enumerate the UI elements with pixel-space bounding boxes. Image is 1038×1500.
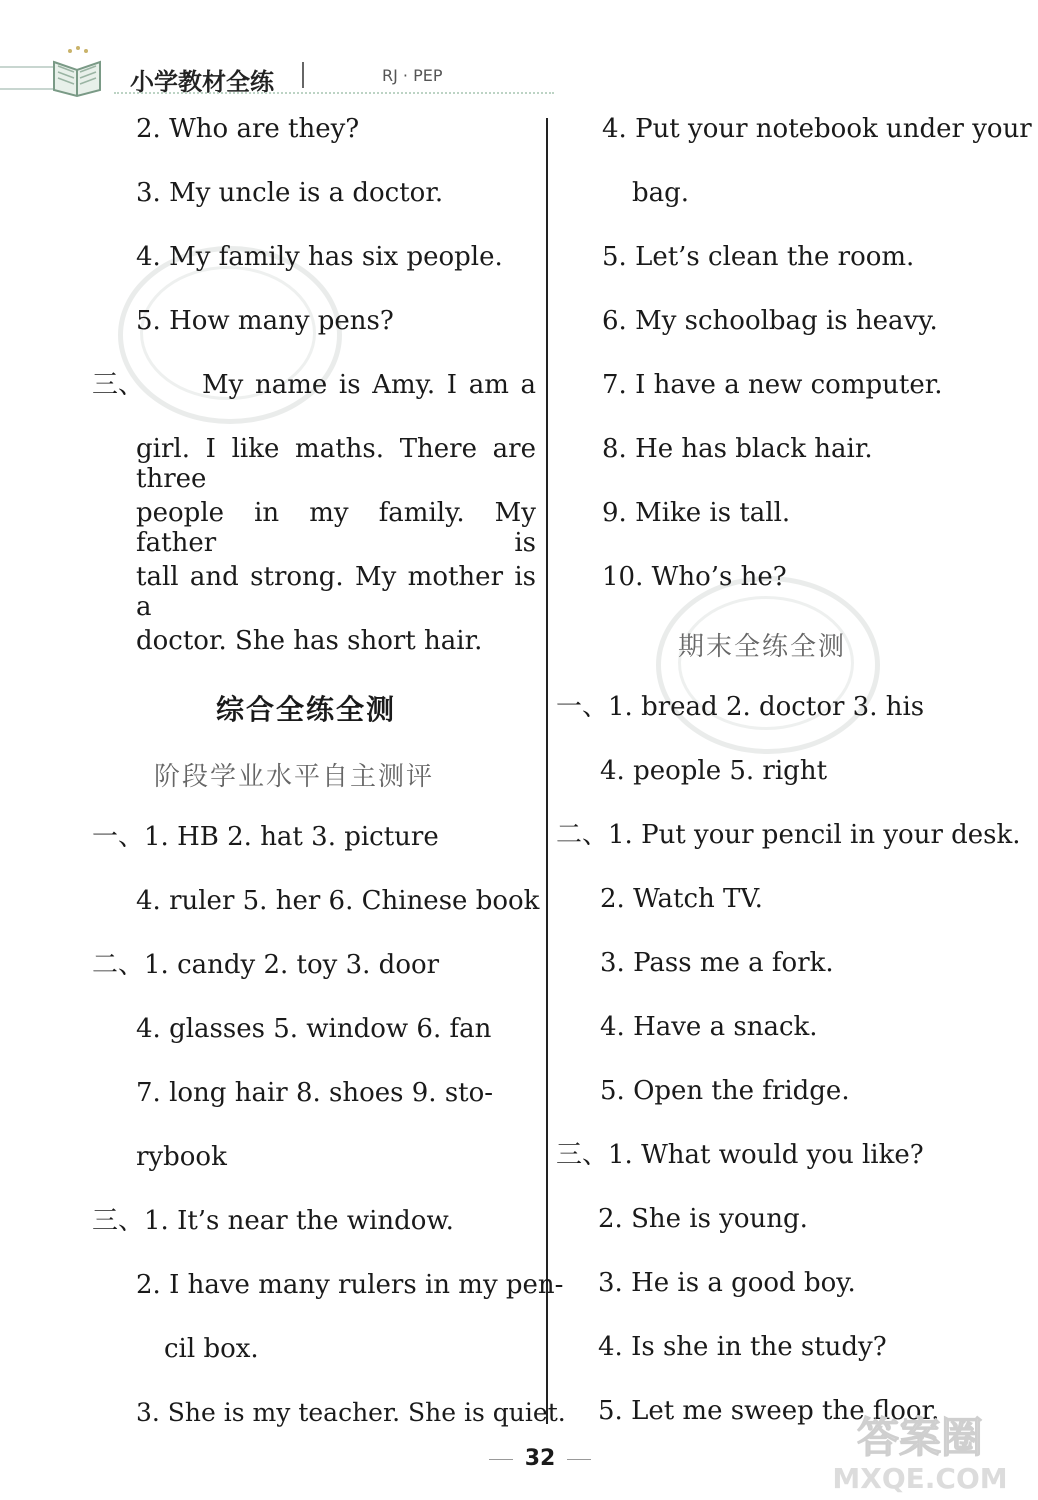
answer-line: 4. glasses 5. window 6. fan [136,1014,492,1044]
answer-line: 5. How many pens? [136,306,394,336]
header-separator [302,62,304,88]
answer-line: 二、1. candy 2. toy 3. door [92,950,440,980]
answer-line: cil box. [164,1334,259,1364]
paragraph-line: tall and strong. My mother is a [136,562,536,622]
header-title: 小学教材全练 [130,68,274,96]
section-subtitle: 期末全练全测 [678,632,847,662]
answer-line: 3. He is a good boy. [598,1268,856,1298]
answer-line: 7. I have a new computer. [602,370,943,400]
answer-line: 2. Who are they? [136,114,360,144]
answer-line: 一、1. bread 2. doctor 3. his [556,692,925,722]
answer-line: 2. I have many rulers in my pen- [136,1270,564,1300]
column-divider [546,118,548,1424]
section-marker: 三、 [92,370,145,400]
answer-line: rybook [136,1142,227,1172]
page-number: 32 [470,1446,610,1471]
answer-line: 3. Pass me a fork. [600,948,834,978]
answer-line: 三、1. What would you like? [556,1140,924,1170]
answer-line: 4. My family has six people. [136,242,503,272]
answer-line: 3. My uncle is a doctor. [136,178,444,208]
answer-line: 二、1. Put your pencil in your desk. [556,820,1021,850]
answer-line: 6. My schoolbag is heavy. [602,306,938,336]
answer-line: 5. Let me sweep the floor. [598,1396,940,1426]
answer-line: 10. Who’s he? [602,562,787,592]
answer-line: 9. Mike is tall. [602,498,791,528]
section-subtitle: 阶段学业水平自主测评 [154,762,435,792]
paragraph-line: people in my family. My father is [136,498,536,558]
paragraph-line: doctor. She has short hair. [136,626,483,656]
answer-line: 4. Put your notebook under your [602,114,1032,144]
answer-line: 2. She is young. [598,1204,808,1234]
answer-line: 4. Is she in the study? [598,1332,887,1362]
paragraph-line: My name is Amy. I am a [202,370,536,400]
answer-line: 一、1. HB 2. hat 3. picture [92,822,439,852]
answer-line: 3. She is my teacher. She is quiet. [136,1398,566,1427]
answer-line: 7. long hair 8. shoes 9. sto- [136,1078,494,1108]
watermark-url: MXQE.COM [832,1462,1008,1494]
header-rule [114,92,554,94]
page-header [0,44,560,100]
section-title: 综合全练全测 [216,693,397,726]
answer-line: 5. Open the fridge. [600,1076,850,1106]
watermark-logo [810,1404,1030,1494]
paragraph-line: girl. I like maths. There are three [136,434,536,494]
answer-line: 三、1. It’s near the window. [92,1206,454,1236]
open-book-icon [48,44,106,98]
answer-line: 4. Have a snack. [600,1012,818,1042]
answer-line: bag. [632,178,690,208]
answer-line: 2. Watch TV. [600,884,763,914]
answer-line: 4. people 5. right [600,756,828,786]
answer-line: 5. Let’s clean the room. [602,242,915,272]
answer-line: 4. ruler 5. her 6. Chinese book [136,886,540,916]
header-edition: RJ · PEP [382,66,443,85]
watermark-text: 答案圈 [856,1413,984,1462]
answer-line: 8. He has black hair. [602,434,873,464]
